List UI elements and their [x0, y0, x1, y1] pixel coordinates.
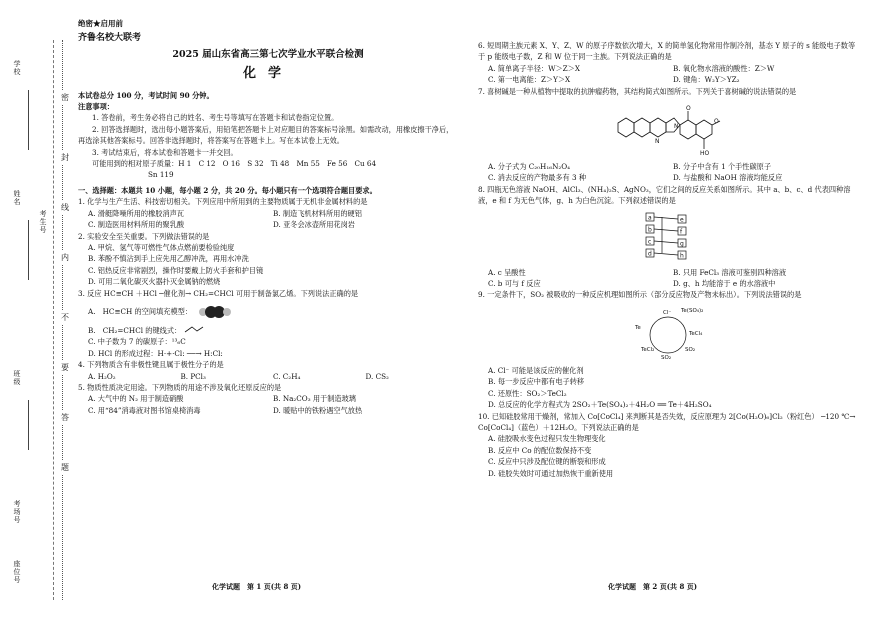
options: [78, 242, 458, 288]
question-9: [478, 289, 858, 410]
option[interactable]: B. Na₂CO₃ 用于制造玻璃: [273, 394, 356, 404]
question-stem: 7. 喜树碱是一种从植物中提取的抗肿瘤药物，其结构简式如图所示。下列关于喜树碱的说法错误的是: [478, 86, 797, 96]
option[interactable]: C. 第一电离能：Z＞Y＞X: [488, 75, 571, 85]
reaction-relation-diagram: [638, 211, 698, 263]
question-stem: 5. 物质性质决定用途。下列物质的用途不涉及氧化还原反应的是: [78, 382, 282, 392]
question-stem: 3. 反应 HC≡CH ＋HCl ─催化剂→ CH₂=CHCl 可用于制备氯乙烯。下列说法正确的是: [78, 288, 359, 298]
seal-word: 题: [61, 460, 69, 475]
svg-text:N: N: [655, 138, 660, 146]
option[interactable]: C. 铝热反应非常剧烈，操作时要戴上防火手套和护目镜: [88, 265, 264, 275]
seal-word: 要: [61, 360, 69, 375]
option[interactable]: B. CH₂=CHCl 的键线式：: [78, 325, 458, 336]
question-8: [478, 184, 858, 290]
question-stem: 4. 下列物质含有非极性键且属于极性分子的是: [78, 360, 224, 370]
note-item: 1. 答卷前，考生务必将自己的姓名、考生号等填写在答题卡和试卷指定位置。: [92, 113, 339, 123]
question-10: [478, 411, 858, 479]
cycle-species: Te(SO₄)₂: [681, 307, 704, 314]
question-6: [478, 40, 858, 86]
option[interactable]: D. 键角：W₂Y＞YZ₂: [673, 75, 740, 85]
node-label: a: [648, 214, 652, 222]
class-label: 班级: [13, 370, 21, 386]
question-stem: 10. 已知硅胶常用干燥剂，常加入 Co[CoCl₄] 来判断其是否失效，反应原理为 2[Co(H₂O)₆]Cl₂（粉红色） ─120 ℃→ Co[CoCl₄]（蓝色）＋12H₂O。下列说法正确的是: [478, 411, 856, 432]
option[interactable]: A. H₂O₂: [88, 371, 116, 381]
option[interactable]: C. C₂H₄: [273, 371, 301, 381]
option[interactable]: C. 制造医用材料所用的聚乳酸: [88, 220, 185, 230]
options: [478, 161, 858, 184]
options: [78, 208, 458, 231]
option[interactable]: B. 反应中 Co 的配位数保持不变: [488, 445, 592, 455]
question-stem: 1. 化学与生产生活、科技密切相关。下列应用中所用到的主要物质属于无机非金属材料的是: [78, 197, 368, 207]
cycle-species: Te: [635, 324, 641, 331]
option[interactable]: A. 分子式为 C₂₀H₁₆N₂O₄: [488, 162, 571, 172]
option[interactable]: C. 消去反应的产物最多有 3 种: [488, 173, 587, 183]
options: [478, 433, 858, 479]
seal-word: 封: [61, 150, 69, 165]
node-label: b: [648, 226, 652, 234]
space-filling-model-icon: [198, 305, 220, 319]
option[interactable]: D. 总反应的化学方程式为 2SO₂＋Te(SO₄)₂＋4H₂O ══ Te＋4H₂SO₄: [488, 400, 712, 410]
atomic-mass-cont: Sn 119: [148, 170, 174, 180]
node-label: h: [680, 252, 684, 260]
cycle-species: SO₂: [661, 354, 672, 361]
node-label: g: [680, 240, 684, 248]
option[interactable]: A. Cl⁻ 可能是该反应的催化剂: [488, 365, 584, 375]
note-item: 3. 考试结束后，将本试卷和答题卡一并交回。: [92, 147, 238, 157]
node-label: f: [680, 228, 683, 236]
seal-word: 答: [61, 410, 69, 425]
atomic-mass: 可能用到的相对原子质量：H 1 C 12 O 16 S 32 Ti 48 Mn 55 Fe 56 Cu 64: [92, 159, 377, 169]
option[interactable]: D. 可用二氧化碳灭火器扑灭金属钠的燃烧: [88, 277, 221, 287]
options: [478, 63, 858, 86]
option[interactable]: D. 硅胶失效时可通过加热恢干重新使用: [488, 468, 614, 478]
question-4: [78, 359, 458, 382]
options: [78, 371, 458, 382]
question-stem: 9. 一定条件下，SO₂ 被吸收的一种反应机理如图所示（部分反应物及产物未标出）。下列说法错误的是: [478, 290, 802, 300]
option[interactable]: C. 中子数为 7 的碳原子：¹³₆C: [88, 337, 186, 347]
question-1: [78, 196, 458, 230]
option[interactable]: D. 与盐酸和 NaOH 溶液均能反应: [673, 173, 783, 183]
right-column: [478, 40, 858, 479]
exam-info: 本试卷总分 100 分，考试时间 90 分钟。: [78, 90, 214, 100]
subject-title: 化学: [242, 66, 293, 82]
option[interactable]: A. 大气中的 N₂ 用于制造硝酸: [88, 394, 184, 404]
option[interactable]: C. b 可与 f 反应: [488, 279, 541, 289]
question-7: [478, 86, 858, 184]
reaction-cycle-diagram: [613, 305, 723, 361]
room-label: 考场号: [13, 500, 21, 524]
question-3: [78, 288, 458, 360]
option[interactable]: C. 反应中只涉及配位键的断裂和形成: [488, 457, 606, 467]
union-name: 齐鲁名校大联考: [78, 33, 142, 44]
option[interactable]: C. 用“84”消毒液对图书馆桌椅消毒: [88, 405, 201, 415]
svg-text:O: O: [714, 118, 719, 126]
option[interactable]: B. 只用 FeCl₃ 溶液可鉴别四种溶液: [673, 267, 787, 277]
question-2: [78, 231, 458, 288]
option[interactable]: A. 硅胶吸水变色过程只发生物理变化: [488, 434, 606, 444]
question-stem: 8. 四瓶无色溶液 NaOH、AlCl₃、(NH₄)₂S、AgNO₃，它们之间的反应关系如图所示。其中 a、b、c、d 代表四种溶液，e 和 f 为无色气体，g、h 为白色沉淀。下列叙述错误的是: [478, 184, 851, 206]
option[interactable]: D. HCl 的形成过程：H·+·Cl: ──→ H:Cl:: [88, 348, 223, 358]
option[interactable]: B. PCl₃: [180, 371, 206, 381]
option[interactable]: C. 还原性：SO₂＞TeCl₂: [488, 388, 567, 398]
node-label: e: [680, 216, 684, 224]
option[interactable]: B. 制造飞机材料所用的硬铝: [273, 208, 362, 218]
question-stem: 6. 短周期主族元素 X、Y、Z、W 的原子序数依次增大，X 的简单氢化物常用作制冷剂，基态 Y 原子的 s 能级电子数等于 p 能级电子数，Z 和 W 位于同一主族。下列说法正确的是: [478, 41, 856, 62]
svg-text:N: N: [674, 123, 679, 131]
secret-mark: 绝密★启用前: [78, 19, 123, 28]
cycle-species: Cl⁻: [663, 309, 672, 316]
node-label: c: [648, 238, 652, 246]
svg-text:HO: HO: [700, 150, 710, 158]
options: [478, 365, 858, 411]
section-heading: 一、选择题：本题共 10 小题，每小题 2 分，共 20 分。每小题只有一个选项符合题目要求。: [78, 185, 377, 195]
question-stem: 2. 实验安全至关重要。下列做法错误的是: [78, 231, 210, 241]
cycle-species: TeCl₂: [641, 346, 655, 353]
note-item: 2. 回答选择题时，选出每小题答案后，用铅笔把答题卡上对应题目的答案标号涂黑。如需改动，用橡皮擦干净后，再选涂其他答案标号。回答非选择题时，将答案写在答题卡上。写在本试卷上无效。: [78, 124, 454, 146]
options: [478, 267, 858, 290]
page-footer-right: 化学试题 第 2 页(共 8 页): [608, 582, 698, 591]
cycle-species: TeCl₄: [689, 330, 703, 337]
seal-word: 线: [61, 200, 69, 215]
binding-strip: [10, 40, 54, 600]
option[interactable]: B. 每一步反应中都有电子转移: [488, 377, 585, 387]
option[interactable]: B. 苯酚不慎沾到手上应先用乙醇冲洗，再用水冲洗: [88, 254, 249, 264]
seal-word: 不: [61, 310, 69, 325]
option[interactable]: A. 滑艇降噪所用的橡胶消声瓦: [88, 208, 185, 218]
bond-line-icon: [184, 325, 204, 333]
option[interactable]: D. CS₂: [365, 371, 389, 381]
question-5: [78, 382, 458, 416]
svg-text:O: O: [686, 105, 691, 113]
option[interactable]: A. 甲烷、氢气等可燃性气体点燃前要检验纯度: [88, 242, 235, 252]
exam-no-label: 考生号: [39, 210, 47, 234]
notes-title: 注意事项：: [78, 102, 114, 112]
left-column: [78, 18, 458, 416]
options: [78, 393, 458, 416]
page-footer-left: 化学试题 第 1 页(共 8 页): [212, 582, 302, 591]
name-label: 姓名: [13, 190, 21, 206]
node-label: d: [648, 250, 652, 258]
option: A. HC≡CH 的空间填充模型：: [88, 307, 193, 317]
seal-word: 密: [61, 90, 69, 105]
option[interactable]: B. 分子中含有 1 个手性碳原子: [673, 162, 772, 172]
camptothecin-structure-diagram: [608, 101, 728, 157]
seal-word: 内: [61, 250, 69, 265]
option-a-row[interactable]: [78, 299, 458, 325]
option[interactable]: A. 简单离子半径：W＞Z＞X: [488, 63, 580, 73]
option[interactable]: D. g、h 均能溶于 e 的水溶液中: [673, 279, 776, 289]
cycle-species: SO₂: [685, 346, 696, 353]
option[interactable]: A. c 呈酸性: [488, 267, 526, 277]
option[interactable]: D. 亚冬会冰壶所用花岗岩: [273, 220, 355, 230]
seat-label: 座位号: [13, 560, 21, 584]
option[interactable]: B. 氧化物水溶液的酸性：Z＞W: [673, 63, 775, 73]
school-label: 学校: [13, 60, 21, 76]
exam-title: 2025 届山东省高三第七次学业水平联合检测: [172, 48, 364, 60]
option[interactable]: D. 暖贴中的铁粉遇空气放热: [273, 405, 363, 415]
